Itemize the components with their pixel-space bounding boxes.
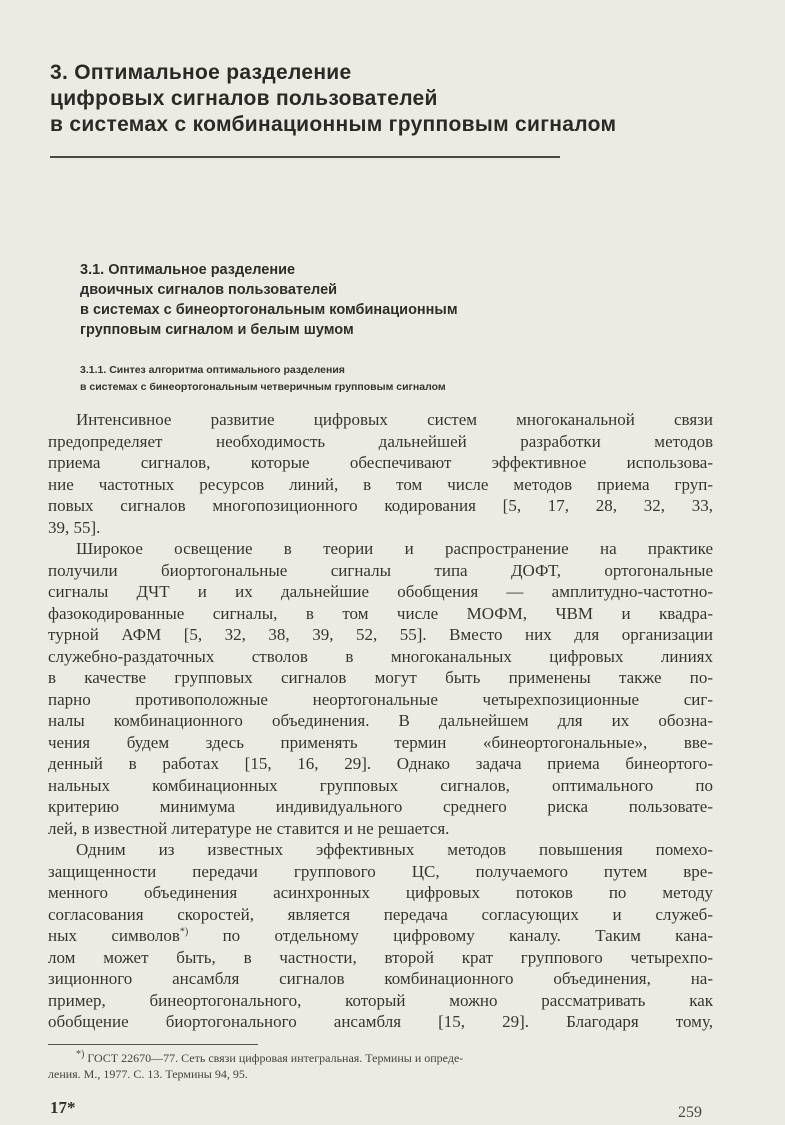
footnote-divider (48, 1044, 258, 1045)
text-line: денный в работах [15, 16, 29]. Однако задача приема бинеортого- (48, 754, 713, 773)
text-line: приема сигналов, которые обеспечивают эффективное использова- (48, 453, 713, 472)
text-line: фазокодированные сигналы, в том числе МОФМ, ЧВМ и квадра- (48, 603, 713, 623)
text-line: 39, 55]. (48, 517, 101, 537)
text-line: зиционного ансамбля сигналов комбинационного объединения, на- (48, 969, 713, 988)
text-line: чения будем здесь применять термин «бинеортогональные», вве- (48, 732, 713, 752)
text-line: налы комбинационного объединения. В дальнейшем для их обозна- (48, 711, 713, 730)
paragraph-1 (48, 409, 713, 538)
text-line: пример, бинеортогонального, который можно рассматривать как (48, 990, 713, 1010)
footnote-reference: *) (179, 926, 189, 938)
text-line: нальных комбинационных групповых сигналов, оптимального по (48, 775, 713, 795)
paragraph-2 (48, 538, 713, 839)
text-line: менного объединения асинхронных цифровых потоков по методу (48, 883, 713, 902)
footnote-marker: *) (76, 1049, 85, 1060)
text-segment: по отдельному цифровому каналу. Таким кана- (188, 926, 713, 945)
text-line: обобщение биортогонального ансамбля [15, 29]. Благодаря тому, (48, 1012, 713, 1031)
text-line: в качестве групповых сигналов могут быть применены также по- (48, 668, 713, 687)
text-line: лей, в известной литературе не ставится и не решается. (48, 818, 450, 838)
subsection-title (80, 362, 700, 396)
text-line: служебно-раздаточных стволов в многоканальных цифровых линиях (48, 646, 713, 666)
text-line: получили биортогональные сигналы типа ДОФТ, ортогональные (48, 560, 713, 580)
text-segment: ных символов (48, 926, 180, 945)
footnote-line (48, 1050, 713, 1066)
section-title-line: в системах с бинеортогональным комбинационным (80, 302, 458, 318)
text-line: сигналы ДЧТ и их дальнейшие обобщения — амплитудно-частотно- (48, 582, 713, 601)
text-line: предопределяет необходимость дальнейшей разработки методов (48, 431, 713, 451)
chapter-title (50, 60, 740, 138)
text-line: парно противоположные неортогональные четырехпозиционные сиг- (48, 689, 713, 709)
footnote (48, 1050, 713, 1082)
paragraph-3 (48, 839, 713, 1033)
section-title-line: групповым сигналом и белым шумом (80, 322, 354, 338)
subsection-title-line: в системах с бинеортогональным четверичным групповым сигналом (80, 381, 446, 393)
chapter-title-line: в системах с комбинационным групповым сигналом (50, 113, 617, 136)
page-number: 259 (678, 1104, 702, 1121)
chapter-title-line: 3. Оптимальное разделение (50, 61, 352, 84)
text-line: лом может быть, в частности, второй крат группового четырехпо- (48, 947, 713, 967)
text-line: ние частотных ресурсов линий, в том числе методов приема груп- (48, 474, 713, 494)
text-line (48, 925, 713, 947)
text-line: критерию минимума индивидуального среднего риска пользовате- (48, 797, 713, 816)
footnote-line: ления. М., 1977. С. 13. Термины 94, 95. (48, 1067, 248, 1081)
section-title-line: 3.1. Оптимальное разделение (80, 262, 296, 278)
title-divider (50, 156, 560, 158)
subsection-title-line: 3.1.1. Синтез алгоритма оптимального разделения (80, 364, 345, 376)
text-line: Широкое освещение в теории и распространение на практике (76, 539, 713, 558)
text-line: Интенсивное развитие цифровых систем многоканальной связи (76, 410, 713, 429)
text-line: повых сигналов многопозиционного кодирования [5, 17, 28, 32, 33, (48, 496, 713, 515)
section-title-line: двоичных сигналов пользователей (80, 282, 338, 298)
footnote-text: ГОСТ 22670—77. Сеть связи цифровая интегральная. Термины и опреде- (84, 1051, 464, 1065)
chapter-title-line: цифровых сигналов пользователей (50, 87, 438, 110)
signature-mark: 17* (50, 1098, 76, 1117)
body-text (48, 409, 713, 1033)
text-line: Одним из известных эффективных методов повышения помехо- (76, 840, 713, 859)
text-line: согласования скоростей, является передача согласующих и служеб- (48, 904, 713, 924)
text-line: защищенности передачи группового ЦС, получаемого путем вре- (48, 861, 713, 881)
section-title (80, 260, 680, 340)
text-line: турной АФМ [5, 32, 38, 39, 52, 55]. Вместо них для организации (48, 625, 713, 644)
